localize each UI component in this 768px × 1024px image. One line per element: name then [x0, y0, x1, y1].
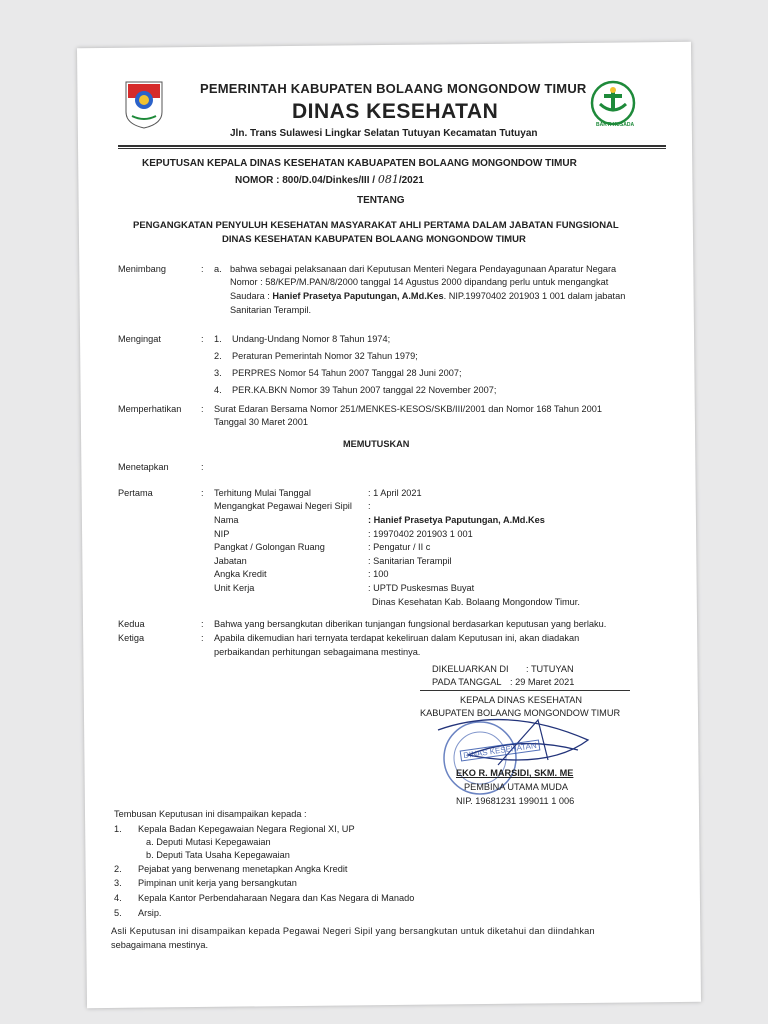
issued-at-label: DIKELUARKAN DI [432, 664, 509, 674]
header-rule-thin [118, 148, 666, 149]
menimbang-text-4: Sanitarian Terampil. [230, 305, 312, 315]
menimbang-text-2: Nomor : 58/KEP/M.PAN/8/2000 tanggal 14 Agustus 2000 dipandang perlu untuk mengangkat [230, 277, 609, 287]
field-key: Pangkat / Golongan Ruang [214, 542, 325, 552]
issued-date-value: : 29 Maret 2021 [510, 677, 575, 687]
tembusan-intro: Tembusan Keputusan ini disampaikan kepada : [114, 809, 307, 819]
kedua-label: Kedua [118, 619, 145, 629]
signatory-nip: NIP. 19681231 199011 1 006 [456, 796, 575, 806]
bakti-husada-emblem-icon [590, 80, 636, 126]
header-rule [118, 145, 666, 147]
agency-address: Jln. Trans Sulawesi Lingkar Selatan Tutuyan Kecamatan Tutuyan [230, 128, 538, 139]
tembusan-num-1: 1. [114, 824, 122, 834]
field-value: : 100 [368, 569, 389, 579]
kedua-colon: : [201, 619, 204, 629]
tembusan-num-5: 5. [114, 908, 122, 918]
decree-number: NOMOR : 800/D.04/Dinkes/III / 081/2021 [235, 173, 424, 186]
menimbang-label: Menimbang [118, 264, 167, 274]
memperhatikan-text-1: Surat Edaran Bersama Nomor 251/MENKES-KESOS/SKB/III/2001 dan Nomor 168 Tahun 2001 [214, 404, 602, 414]
menimbang-colon: : [201, 264, 204, 274]
pertama-label: Pertama [118, 488, 153, 498]
field-value: : Pengatur / II c [368, 542, 431, 552]
field-value: : Sanitarian Terampil [368, 556, 452, 566]
tembusan-num-2: 2. [114, 864, 122, 874]
regency-emblem-icon [124, 80, 164, 130]
menimbang-letter: a. [214, 264, 222, 274]
decree-subject-line2: DINAS KESEHATAN KABUPATEN BOLAANG MONGONDOW TIMUR [222, 234, 526, 245]
government-name: PEMERINTAH KABUPATEN BOLAANG MONGONDOW TIMUR [200, 81, 587, 96]
agency-name: DINAS KESEHATAN [292, 100, 499, 123]
mengingat-label: Mengingat [118, 334, 161, 344]
ketiga-label: Ketiga [118, 633, 145, 643]
mengingat-item-1: Undang-Undang Nomor 8 Tahun 1974; [232, 334, 391, 344]
tembusan-item: Pimpinan unit kerja yang bersangkutan [138, 878, 297, 888]
issued-at-value: : TUTUYAN [526, 664, 574, 674]
field-value: : 1 April 2021 [368, 488, 422, 498]
mengingat-colon: : [201, 334, 204, 344]
issued-date-label: PADA TANGGAL [432, 677, 502, 687]
memutuskan-heading: MEMUTUSKAN [343, 439, 410, 449]
menetapkan-label: Menetapkan [118, 462, 169, 472]
mengingat-item-2: Peraturan Pemerintah Nomor 32 Tahun 1979; [232, 351, 418, 361]
decree-subject-line1: PENGANGKATAN PENYULUH KESEHATAN MASYARAKAT AHLI PERTAMA DALAM JABATAN FUNGSIONAL [133, 220, 619, 231]
handwritten-number: 081 [377, 173, 399, 186]
pertama-colon: : [201, 488, 204, 498]
stamp-label: DINAS KESEHATAN [460, 739, 541, 761]
tembusan-subitem: a. Deputi Mutasi Kepegawaian [146, 837, 271, 847]
field-key: NIP [214, 529, 230, 539]
menimbang-text-1: bahwa sebagai pelaksanaan dari Keputusan Menteri Negara Pendayagunaan Aparatur Negara [230, 264, 617, 274]
ketiga-text-1: Apabila dikemudian hari ternyata terdapat kekeliruan dalam Keputusan ini, akan diadakan [214, 633, 580, 643]
tembusan-item: Kepala Kantor Perbendaharaan Negara dan Kas Negara di Manado [138, 893, 415, 903]
field-value-name: : Hanief Prasetya Paputungan, A.Md.Kes [368, 515, 545, 525]
tembusan-item: Kepala Badan Kepegawaian Negara Regional XI, UP [138, 824, 355, 834]
memperhatikan-text-2: Tanggal 30 Maret 2001 [214, 417, 308, 427]
field-key: Mengangkat Pegawai Negeri Sipil [214, 501, 352, 511]
tembusan-item: Arsip. [138, 908, 162, 918]
tembusan-num-4: 4. [114, 893, 122, 903]
ketiga-colon: : [201, 633, 204, 643]
field-key: Unit Kerja [214, 583, 255, 593]
mengingat-item-4: PER.KA.BKN Nomor 39 Tahun 2007 tanggal 22 November 2007; [232, 385, 497, 395]
closing-text-1: Asli Keputusan ini disampaikan kepada Pegawai Negeri Sipil yang bersangkutan untuk diketahui dan diindahkan [111, 926, 595, 936]
signatory-role-1: KEPALA DINAS KESEHATAN [460, 695, 583, 705]
field-value-continued: Dinas Kesehatan Kab. Bolaang Mongondow Timur. [372, 597, 580, 607]
field-value: : [368, 501, 371, 511]
menimbang-text-3: Saudara : Hanief Prasetya Paputungan, A.Md.Kes. NIP.19970402 201903 1 001 dalam jabatan [230, 291, 626, 301]
field-key: Jabatan [214, 556, 247, 566]
mengingat-item-3: PERPRES Nomor 54 Tahun 2007 Tanggal 28 Juni 2007; [232, 368, 462, 378]
menetapkan-colon: : [201, 462, 204, 472]
closing-text-2: sebagaimana mestinya. [111, 940, 209, 950]
field-key: Nama [214, 515, 239, 525]
signatory-rank: PEMBINA UTAMA MUDA [464, 782, 568, 792]
mengingat-num-2: 2. [214, 351, 222, 361]
tentang-heading: TENTANG [357, 195, 405, 206]
kedua-text: Bahwa yang bersangkutan diberikan tunjangan fungsional berdasarkan keputusan yang berlaku. [214, 619, 607, 629]
field-value: : 19970402 201903 1 001 [368, 529, 473, 539]
signature-divider [420, 690, 630, 691]
emblem-caption: BAKTI HUSADA [596, 122, 635, 128]
memperhatikan-label: Memperhatikan [118, 404, 182, 414]
field-key: Angka Kredit [214, 569, 267, 579]
tembusan-subitem: b. Deputi Tata Usaha Kepegawaian [146, 850, 290, 860]
ketiga-text-2: perbaikandan perhitungan sebagaimana mestinya. [214, 647, 421, 657]
tembusan-num-3: 3. [114, 878, 122, 888]
signatory-name: EKO R. MARSIDI, SKM. ME [456, 768, 574, 778]
field-value: : UPTD Puskesmas Buyat [368, 583, 475, 593]
field-key: Terhitung Mulai Tanggal [214, 488, 311, 498]
tembusan-item: Pejabat yang berwenang menetapkan Angka Kredit [138, 864, 348, 874]
mengingat-num-3: 3. [214, 368, 222, 378]
mengingat-num-4: 4. [214, 385, 222, 395]
memperhatikan-colon: : [201, 404, 204, 414]
signatory-role-2: KABUPATEN BOLAANG MONGONDOW TIMUR [420, 708, 621, 718]
mengingat-num-1: 1. [214, 334, 222, 344]
decree-title: KEPUTUSAN KEPALA DINAS KESEHATAN KABUAPATEN BOLAANG MONGONDOW TIMUR [142, 158, 577, 169]
